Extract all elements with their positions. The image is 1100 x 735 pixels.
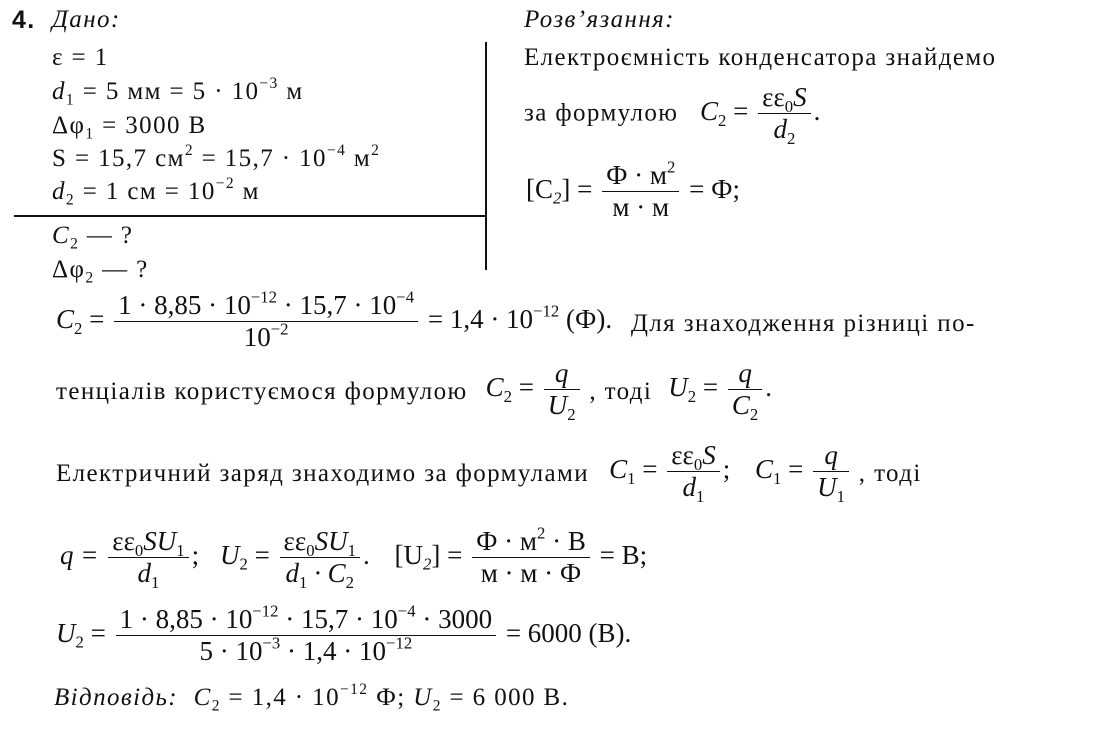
given-d1: $d_1 = 5$ мм = $5 \cdot 10^{-3}$ м — [52, 75, 304, 109]
given-d2: $d_2 = 1$ см = $10^{-2}$ м — [52, 175, 260, 209]
find-dphi2: $\Delta\varphi_2$ — ? — [52, 256, 149, 287]
solution-heading: Розв’язання: — [524, 6, 675, 33]
given-divider-vertical — [485, 42, 487, 270]
calc-C2-line: $C_2$ = $\frac{1 \cdot 8,85 \cdot 10^{-12} \cdot 15,7 \cdot 10^{-4}}{10^{-2}}$ = $1,4 \cdot 10^{-12}$ (Ф). Для знаходження різниці по- — [56, 287, 976, 353]
given-S: S = 15,7 $см^2 = 15,7 \cdot 10^{-4}$ $м^2$ — [52, 142, 381, 172]
unit-check-C2: $[C_2]$ = $\frac{Ф \cdot м^2}{м \cdot м}$ = Ф; — [526, 157, 740, 223]
given-divider-horizontal — [14, 215, 487, 217]
formula-capacitance-fraction: $\frac{\varepsilon\varepsilon_0S}{d_2}$ — [758, 82, 811, 145]
solution-line1: Електроємність конденсатора знайдемо — [524, 44, 997, 71]
given-heading: Дано: — [52, 6, 121, 33]
solution-line2: за формулою $C_2$ = $\frac{\varepsilon\varepsilon_0S}{d_2}$ . — [524, 82, 821, 148]
potential-line: тенціалів користуємося формулою $C_2$ = $\frac{q}{U_2}$ , тоді $U_2$ = $\frac{q}{C_2}$ . — [56, 358, 773, 424]
calc-U2-line: $U_2$ = $\frac{1 \cdot 8,85 \cdot 10^{-12} \cdot 15,7 \cdot 10^{-4} \cdot 3000}{5 \cdot 10^{-3} \cdot 1,4 \cdot 10^{-12}}$ = 6000 (В). — [56, 601, 632, 667]
problem-number: 4. — [12, 6, 36, 34]
given-eps: ε = 1 — [52, 44, 109, 71]
q-U2-formulas: q = $\frac{\varepsilon\varepsilon_0SU_1}{d_1}$ ; $U_2$ = $\frac{\varepsilon\varepsilon_0SU_1}{d_1 \cdot C_2}$ . $[U_2]$ = $\frac{Ф \cdot м^2 \cdot В}{м \cdot м \cdot Ф}$ = В; — [60, 523, 648, 592]
charge-line: Електричний заряд знаходимо за формулами $C_1$ = $\frac{\varepsilon\varepsilon_0S}{d_1}$ ; $C_1$ = $\frac{q}{U_1}$ , тоді — [56, 440, 922, 506]
given-dphi1: $\Delta\varphi_1 = 3000$ В — [52, 112, 207, 143]
answer-line: Відповідь: $C_2 = 1,4 \cdot 10^{-12}$ Ф; $U_2 = 6$ 000 В. — [54, 681, 570, 715]
find-C2: $C_2$ — ? — [52, 222, 134, 253]
